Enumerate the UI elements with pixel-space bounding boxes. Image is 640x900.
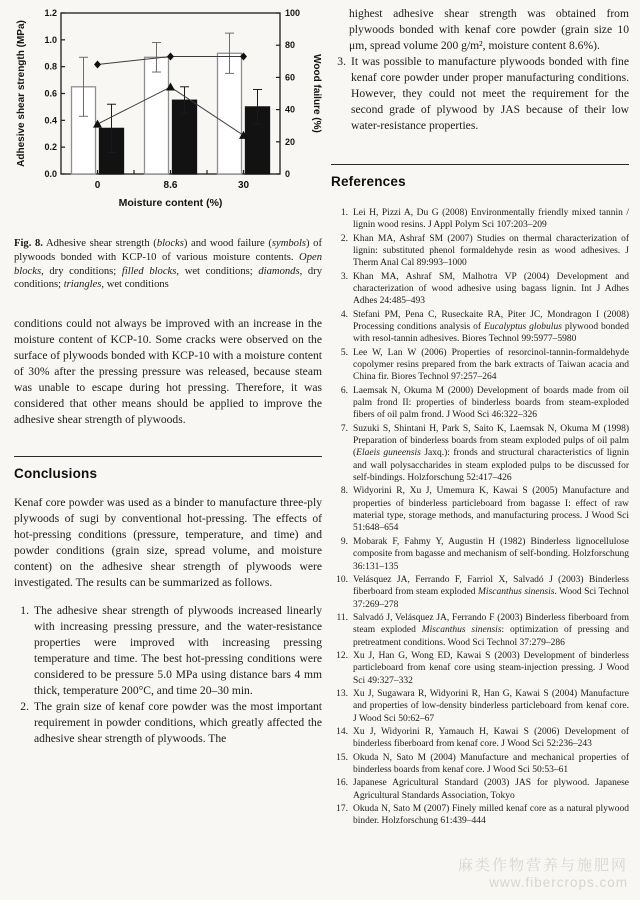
caption-segment: Open blocks bbox=[14, 251, 322, 277]
list-text: The adhesive shear strength of plywoods increased linearly with increasing pressing pressure, and the water-resistance properties were improved with increasing pressing temperature and time. The best hot-pressing conditions were considered to be pressure 5.0 MPa using distance bars 4 mm thick, temperature 200°C, and time 20–30 min. bbox=[34, 603, 322, 697]
caption-segment: ) and wood failure ( bbox=[183, 238, 272, 249]
list-number: 6. bbox=[340, 385, 348, 396]
reference-item bbox=[331, 612, 629, 649]
reference-item bbox=[331, 309, 629, 346]
list-text: Suzuki S, Shintani H, Park S, Saito K, Laemsak N, Okuma M (1998) Preparation of binderless boards from steam exploded pulps of oil palm (Elaeis guneensis Jaxq.): fronds and structural characteristics of lignin and wall polysaccharides in steam exploded pulps to be discussed for self-bindings. Holzforschung 52:417–426 bbox=[353, 423, 629, 484]
svg-text:40: 40 bbox=[285, 104, 296, 115]
caption-segment: blocks bbox=[156, 238, 184, 249]
watermark-url: www.fibercrops.com bbox=[489, 875, 628, 890]
caption-segment: , wet conditions bbox=[101, 279, 169, 291]
svg-text:0.0: 0.0 bbox=[44, 169, 57, 179]
conclusions-paragraph: Kenaf core powder was used as a binder to manufacture three-ply plywoods of sugi by conventional hot-pressing. The effects of hot-pressing conditions (pressure, temperature, and time) and powder conditions (grain size, spread volume, and moisture content) on the adhesive shear strength of plywoods were investigated. The results can be summarized as follows. bbox=[14, 495, 322, 589]
right-column bbox=[331, 6, 629, 829]
svg-text:30: 30 bbox=[237, 180, 250, 191]
svg-text:0.6: 0.6 bbox=[44, 88, 57, 99]
caption-segment: Fig. 8. bbox=[14, 238, 43, 249]
figure-8 bbox=[14, 6, 322, 292]
list-text: Okuda N, Sato M (2004) Manufacture and mechanical properties of binderless boards from kenaf core. J Wood Sci 50:53–61 bbox=[353, 752, 629, 775]
reference-item bbox=[331, 485, 629, 534]
conclusions-list bbox=[14, 603, 322, 747]
list-number: 2. bbox=[20, 699, 29, 713]
list-text: Widyorini R, Xu J, Umemura K, Kawai S (2005) Manufacture and properties of binderless particleboard from bagasse I: effect of raw material type, storage methods, and manufacturing process. J Wood Sci 51:648–654 bbox=[353, 486, 629, 534]
caption-segment: Adhesive shear strength ( bbox=[42, 238, 157, 249]
list-number: 8. bbox=[340, 486, 348, 497]
list-number: 2. bbox=[340, 233, 348, 244]
conclusion-item bbox=[14, 603, 322, 699]
conclusion-item bbox=[331, 54, 629, 134]
list-number: 3. bbox=[337, 54, 346, 68]
list-text: Mobarak F, Fahmy Y, Augustin H (1982) Binderless lignocellulose composite from bagasse and mechanism of self-bonding. Holzforschung 36:131–135 bbox=[353, 536, 629, 572]
list-number: 13. bbox=[336, 688, 348, 699]
references-heading: References bbox=[331, 173, 406, 189]
list-text: Khan MA, Ashraf SM (2007) Studies on thermal characterization of lignin: substituted phenol formaldehyde resin as wood adhesives. J Therm Anal Cal 89:993–1000 bbox=[353, 233, 629, 269]
section-divider bbox=[14, 456, 322, 457]
list-number: 3. bbox=[340, 271, 348, 282]
reference-item bbox=[331, 803, 629, 828]
svg-text:1.2: 1.2 bbox=[44, 8, 57, 18]
list-text: Stefani PM, Pena C, Ruseckaite RA, Piter JC, Mondragon I (2008) Processing conditions analysis of Eucalyptus globulus plywood bonded with resol-tannin adhesives. Biores Technol 99:5977–5980 bbox=[353, 309, 629, 345]
list-number: 7. bbox=[340, 423, 348, 434]
list-number: 4. bbox=[340, 309, 348, 320]
caption-segment: triangles bbox=[63, 279, 102, 291]
reference-item bbox=[331, 752, 629, 777]
list-number: 16. bbox=[336, 778, 348, 789]
list-text: It was possible to manufacture plywoods bonded with fine kenaf core powder under proper manufacturing conditions. However, they could not meet the requirement for the second grade of plywood by JAS because of their low water-resistance properties. bbox=[351, 54, 629, 132]
caption-segment: symbols bbox=[271, 238, 307, 249]
list-number: 1. bbox=[340, 207, 348, 218]
list-number: 1. bbox=[20, 603, 29, 617]
svg-text:Wood failure (%): Wood failure (%) bbox=[311, 54, 322, 133]
body-paragraph: conditions could not always be improved with an increase in the moisture content of KCP-10. Some cracks were observed on the surface of plywoods bonded with KCP-10 with a moisture content of 30% after the pressing pressure was released, because steam was unable to escape during hot pressing. Therefore, it was considered that other means should be applied to improve the adhesive shear strength of plywoods. bbox=[14, 317, 322, 426]
list-text: Japanese Agricultural Standard (2003) JAS for plywood. Japanese Agricultural Standards Association, Tokyo bbox=[353, 778, 629, 801]
svg-text:0.2: 0.2 bbox=[44, 142, 57, 153]
left-column bbox=[14, 6, 322, 747]
list-text: The grain size of kenaf core powder was the most important requirement in powder conditions, which greatly affected the adhesive shear strength of plywoods. The bbox=[34, 699, 322, 745]
reference-item bbox=[331, 347, 629, 384]
list-number: 5. bbox=[340, 347, 348, 358]
reference-item bbox=[331, 650, 629, 687]
caption-segment: , wet conditions; bbox=[176, 265, 259, 277]
svg-text:60: 60 bbox=[285, 72, 296, 83]
references-section bbox=[331, 164, 629, 828]
list-number: 10. bbox=[336, 574, 348, 585]
reference-item bbox=[331, 688, 629, 725]
svg-text:80: 80 bbox=[285, 40, 296, 51]
references-list bbox=[331, 207, 629, 828]
list-text: Velásquez JA, Ferrando F, Farriol X, Salvadó J (2003) Binderless fiberboard from steam exploded Miscanthus sinensis. Wood Sci Technol 37:269–278 bbox=[353, 574, 629, 610]
list-text: Lei H, Pizzi A, Du G (2008) Environmentally friendly mixed tannin / lignin wood resins. J Appl Polym Sci 107:203–209 bbox=[353, 207, 629, 231]
list-text: Laemsak N, Okuma M (2000) Development of boards made from oil palm frond II: properties of binderless boards from steam-exploded fibers of oil palm frond. J Wood Sci 46:322–326 bbox=[353, 385, 629, 421]
caption-segment: , dry conditions; bbox=[14, 265, 322, 291]
svg-text:Moisture content (%): Moisture content (%) bbox=[118, 197, 223, 209]
svg-text:0.4: 0.4 bbox=[44, 115, 57, 126]
caption-segment: filled blocks bbox=[121, 265, 177, 277]
svg-text:100: 100 bbox=[285, 8, 301, 18]
caption-segment: diamonds bbox=[258, 265, 300, 277]
conclusions-section bbox=[14, 456, 322, 747]
reference-item bbox=[331, 233, 629, 270]
conclusions-list-continued bbox=[331, 54, 629, 134]
svg-text:1.0: 1.0 bbox=[44, 34, 57, 45]
reference-item bbox=[331, 777, 629, 802]
conclusion-item-2-continuation: highest adhesive shear strength was obtained from plywoods bonded with kenaf core powder (grain size 10 μm, spread volume 200 g/m², moisture content 8.6%). bbox=[349, 7, 629, 52]
list-number: 11. bbox=[336, 612, 348, 623]
svg-text:Adhesive shear strength (MPa): Adhesive shear strength (MPa) bbox=[16, 20, 27, 167]
list-text: Xu J, Sugawara R, Widyorini R, Han G, Kawai S (2004) Manufacture and properties of low-density binderless particleboard from kenaf core. J Wood Sci 50:62–67 bbox=[353, 688, 629, 724]
svg-text:8.6: 8.6 bbox=[163, 180, 178, 191]
reference-item bbox=[331, 423, 629, 485]
list-number: 14. bbox=[336, 726, 348, 737]
reference-item bbox=[331, 536, 629, 573]
adhesive-shear-strength-chart bbox=[14, 6, 322, 226]
svg-text:0.8: 0.8 bbox=[44, 61, 57, 72]
reference-item bbox=[331, 574, 629, 611]
list-number: 17. bbox=[336, 804, 348, 815]
svg-text:0: 0 bbox=[94, 180, 101, 191]
conclusions-heading: Conclusions bbox=[14, 465, 98, 481]
list-number: 12. bbox=[336, 650, 348, 661]
watermark bbox=[458, 854, 628, 890]
list-text: Salvadó J, Velásquez JA, Ferrando F (2003) Binderless fiberboard from steam exploded Miscanthus sinensis: optimization of pressing and pretreatment conditions. Wood Sci Technol 37:279–286 bbox=[353, 612, 630, 648]
list-text: Xu J, Han G, Wong ED, Kawai S (2003) Development of binderless particleboard from kenaf core using steam-injection pressing. J Wood Sci 49:327–332 bbox=[353, 650, 629, 686]
list-text: Lee W, Lan W (2006) Properties of resorcinol-tannin-formaldehyde copolymer resins prepared from the bark extracts of Taiwan acacia and China fir. Biores Technol 97:257–264 bbox=[353, 347, 629, 383]
svg-text:20: 20 bbox=[285, 136, 296, 147]
caption-segment: , dry conditions; bbox=[41, 265, 122, 277]
list-text: Xu J, Widyorini R, Yamauch H, Kawai S (2006) Development of binderless fiberboard from kenaf core. J Wood Sci 52:236–243 bbox=[353, 726, 629, 750]
conclusion-item bbox=[14, 699, 322, 747]
list-number: 9. bbox=[340, 536, 348, 547]
svg-text:0: 0 bbox=[285, 169, 291, 179]
watermark-site-name: 麻类作物营养与施肥网 bbox=[457, 857, 628, 874]
reference-item bbox=[331, 385, 629, 422]
reference-item bbox=[331, 271, 629, 308]
list-number: 15. bbox=[336, 752, 348, 763]
list-text: Okuda N, Sato M (2007) Finely milled kenaf core as a natural plywood binder. Holzforschung 61:439–444 bbox=[353, 804, 629, 827]
section-divider bbox=[331, 164, 629, 165]
reference-item bbox=[331, 207, 629, 232]
list-text: Khan MA, Ashraf SM, Malhotra VP (2004) Development and characterization of wood adhesive using bagass lignin. Int J Adhes Adhes 24:485–493 bbox=[353, 271, 629, 307]
reference-item bbox=[331, 726, 629, 751]
caption-segment: ) of plywoods bonded with KCP-10 of various moisture contents. bbox=[14, 238, 322, 263]
figure-caption bbox=[14, 237, 322, 292]
